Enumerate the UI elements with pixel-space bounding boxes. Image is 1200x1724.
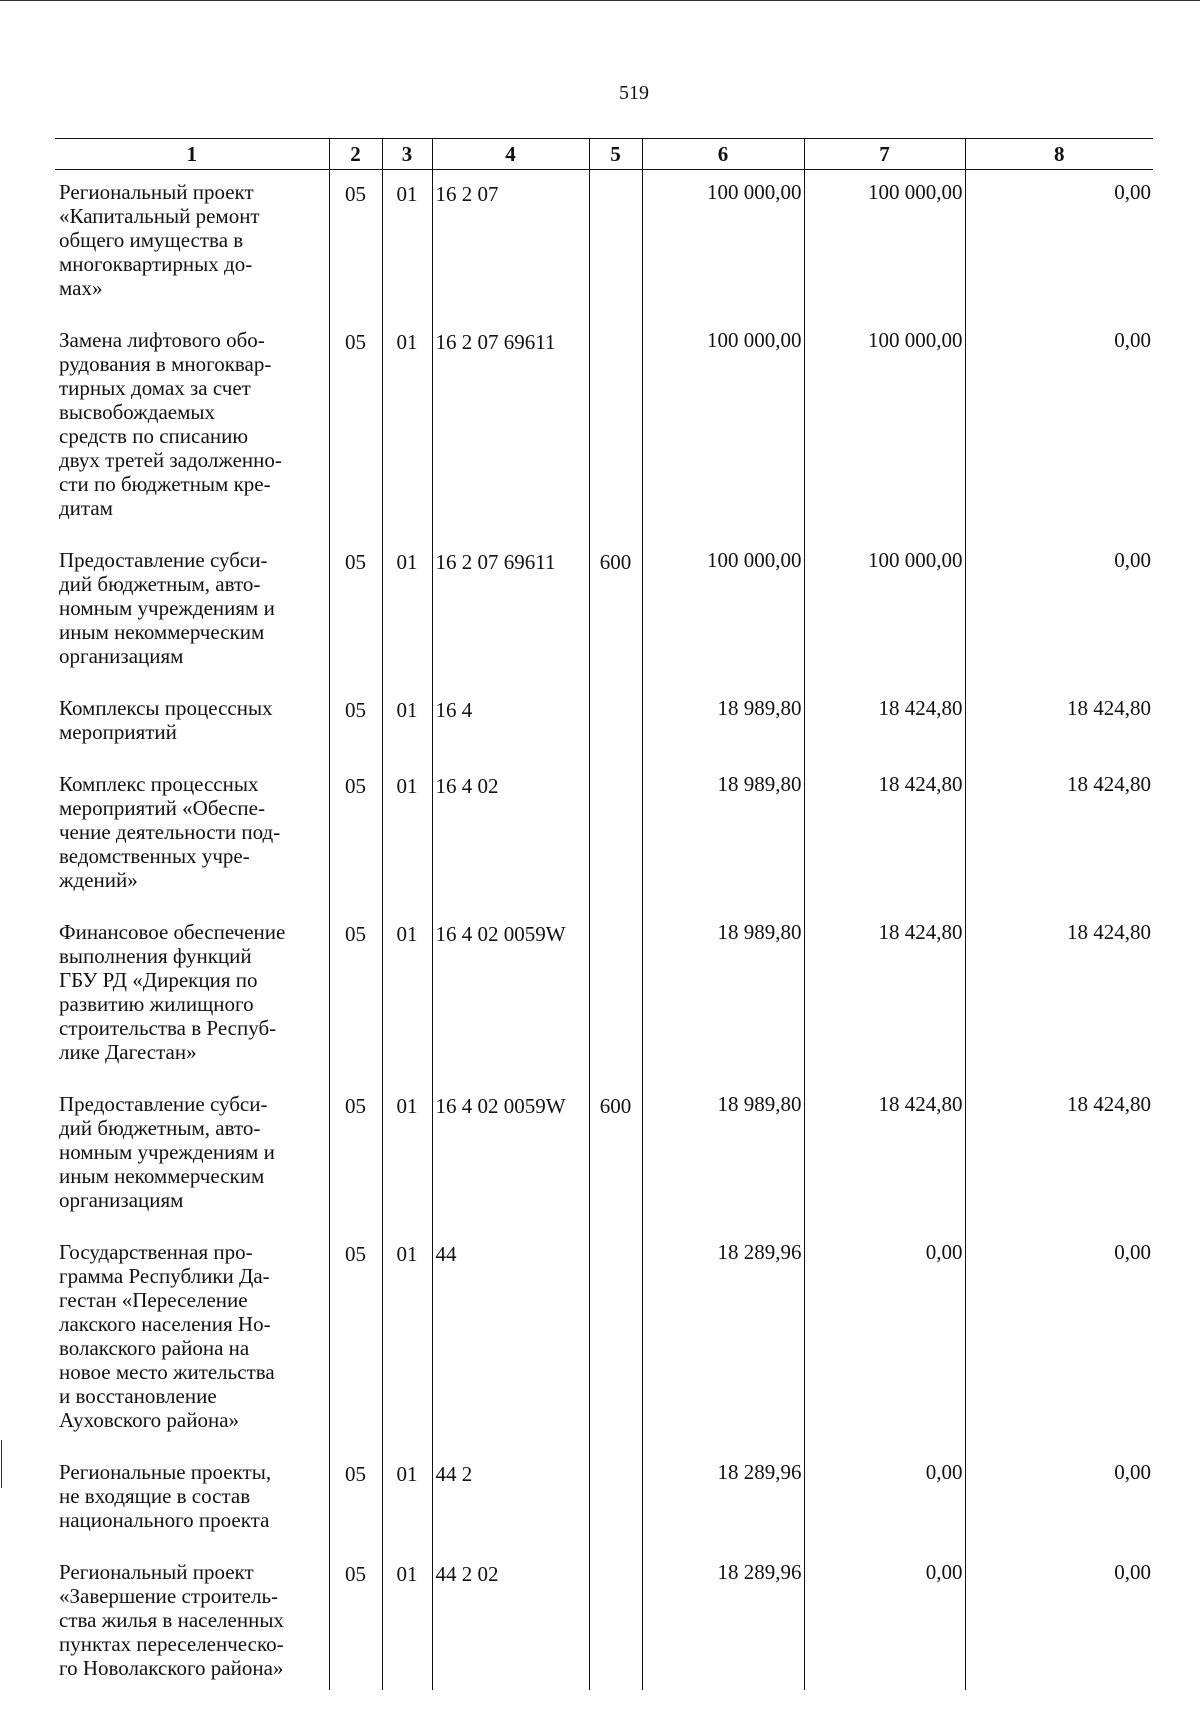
- cell-section: [329, 1550, 382, 1690]
- cell-amount-col6-text: 18 989,80: [717, 772, 802, 796]
- cell-amount-col8-text: 18 424,80: [1067, 772, 1151, 796]
- cell-subsection: [382, 538, 432, 686]
- cell-section-text: 05: [345, 1094, 366, 1118]
- cell-name-text: Государственная про- грамма Республики Да- гестан «Переселение лакского населения Но- волакского района на новое место жительства и восстановление Ауховского района»: [59, 1240, 275, 1432]
- cell-name: [55, 686, 329, 762]
- cell-subsection: [382, 1550, 432, 1690]
- cell-subsection-text: 01: [396, 1242, 418, 1266]
- cell-section: [329, 1450, 382, 1550]
- table-row: [55, 762, 1153, 910]
- cell-subsection-text: 01: [396, 1462, 418, 1486]
- cell-amount-col7: [804, 686, 965, 762]
- cell-expense-type: [589, 170, 642, 319]
- cell-name: [55, 762, 329, 910]
- cell-target-article: [432, 318, 589, 538]
- cell-subsection-text: 01: [396, 1562, 418, 1586]
- cell-section-text: 05: [345, 1462, 366, 1486]
- cell-expense-type: [589, 318, 642, 538]
- cell-name-text: Региональный проект «Капитальный ремонт общего имущества в многоквартирных до- мах»: [59, 180, 260, 300]
- cell-subsection-text: 01: [396, 922, 418, 946]
- cell-expense-type: [589, 1450, 642, 1550]
- cell-amount-col7: [804, 1550, 965, 1690]
- cell-name-text: Замена лифтового обо- рудования в многоквар- тирных домах за счет высвобождаемых средств по списанию двух третей задолженно- сти по бюджетным кре- дитам: [59, 328, 282, 520]
- cell-target-article: [432, 1230, 589, 1450]
- cell-amount-col6: [642, 1550, 804, 1690]
- cell-section: [329, 1230, 382, 1450]
- cell-name-text: Комплексы процессных мероприятий: [59, 696, 273, 744]
- cell-name-text: Предоставление субси- дий бюджетным, авто- номным учреждениям и иным некоммерческим организациям: [59, 548, 275, 668]
- cell-amount-col8: [965, 1450, 1153, 1550]
- cell-amount-col8: [965, 538, 1153, 686]
- cell-amount-col6: [642, 686, 804, 762]
- column-header: 8: [965, 139, 1153, 170]
- scan-mark: [0, 0, 1200, 1]
- table-row: [55, 170, 1153, 319]
- cell-amount-col6: [642, 1082, 804, 1230]
- cell-name: [55, 318, 329, 538]
- cell-expense-type: [589, 1550, 642, 1690]
- table-row: [55, 1082, 1153, 1230]
- column-header: 2: [329, 139, 382, 170]
- cell-section: [329, 762, 382, 910]
- cell-amount-col8: [965, 910, 1153, 1082]
- cell-amount-col6: [642, 538, 804, 686]
- cell-subsection: [382, 686, 432, 762]
- cell-section: [329, 318, 382, 538]
- cell-target-article: [432, 910, 589, 1082]
- cell-amount-col7: [804, 1082, 965, 1230]
- cell-amount-col7-text: 18 424,80: [878, 696, 963, 720]
- cell-subsection: [382, 762, 432, 910]
- cell-amount-col8-text: 0,00: [1114, 180, 1151, 204]
- cell-amount-col8-text: 0,00: [1114, 548, 1151, 572]
- cell-target-article: [432, 538, 589, 686]
- table-row: [55, 686, 1153, 762]
- cell-amount-col6-text: 18 289,96: [717, 1240, 802, 1264]
- cell-name: [55, 538, 329, 686]
- cell-subsection-text: 01: [396, 550, 418, 574]
- cell-amount-col6-text: 18 989,80: [717, 696, 802, 720]
- column-header: 5: [589, 139, 642, 170]
- cell-amount-col6-text: 18 989,80: [717, 1092, 802, 1116]
- scan-mark: [1, 1440, 2, 1488]
- cell-name: [55, 1082, 329, 1230]
- cell-subsection-text: 01: [396, 182, 418, 206]
- cell-amount-col8: [965, 1550, 1153, 1690]
- cell-section: [329, 1082, 382, 1230]
- cell-amount-col7-text: 18 424,80: [878, 920, 963, 944]
- cell-amount-col7: [804, 538, 965, 686]
- cell-section: [329, 686, 382, 762]
- table-row: [55, 1450, 1153, 1550]
- table-row: [55, 910, 1153, 1082]
- cell-name-text: Предоставление субси- дий бюджетным, авто- номным учреждениям и иным некоммерческим организациям: [59, 1092, 275, 1212]
- cell-amount-col7: [804, 170, 965, 319]
- cell-amount-col8: [965, 170, 1153, 319]
- cell-target-article-text: 16 4 02: [435, 774, 499, 798]
- cell-target-article-text: 16 2 07 69611: [435, 330, 556, 354]
- cell-section-text: 05: [345, 182, 366, 206]
- cell-amount-col6: [642, 1450, 804, 1550]
- cell-section-text: 05: [345, 698, 366, 722]
- cell-target-article-text: 16 4 02 0059W: [435, 1094, 566, 1118]
- cell-expense-type: [589, 762, 642, 910]
- cell-amount-col6: [642, 1230, 804, 1450]
- cell-target-article-text: 16 4 02 0059W: [435, 922, 566, 946]
- cell-amount-col7-text: 18 424,80: [878, 772, 963, 796]
- cell-expense-type-text: 600: [599, 1094, 632, 1118]
- cell-amount-col6-text: 100 000,00: [707, 328, 802, 352]
- cell-amount-col7-text: 18 424,80: [878, 1092, 963, 1116]
- cell-section: [329, 170, 382, 319]
- cell-target-article: [432, 686, 589, 762]
- cell-target-article-text: 44: [435, 1242, 457, 1266]
- cell-target-article: [432, 1450, 589, 1550]
- cell-amount-col6-text: 100 000,00: [707, 548, 802, 572]
- cell-section-text: 05: [345, 1242, 366, 1266]
- cell-name: [55, 1550, 329, 1690]
- cell-target-article: [432, 1082, 589, 1230]
- cell-subsection: [382, 1082, 432, 1230]
- cell-amount-col6: [642, 762, 804, 910]
- cell-section-text: 05: [345, 774, 366, 798]
- cell-amount-col7: [804, 762, 965, 910]
- budget-table: [55, 138, 1153, 1690]
- cell-amount-col8-text: 18 424,80: [1067, 1092, 1151, 1116]
- cell-subsection: [382, 318, 432, 538]
- cell-amount-col8-text: 0,00: [1114, 1560, 1151, 1584]
- cell-amount-col7-text: 100 000,00: [868, 328, 963, 352]
- cell-amount-col8: [965, 1082, 1153, 1230]
- cell-subsection-text: 01: [396, 330, 418, 354]
- cell-target-article: [432, 762, 589, 910]
- cell-target-article-text: 16 2 07 69611: [435, 550, 556, 574]
- cell-section-text: 05: [345, 1562, 366, 1586]
- cell-amount-col7: [804, 910, 965, 1082]
- cell-expense-type: [589, 538, 642, 686]
- cell-name-text: Региональные проекты, не входящие в состав национального проекта: [59, 1460, 272, 1532]
- cell-expense-type: [589, 910, 642, 1082]
- cell-section: [329, 910, 382, 1082]
- cell-name: [55, 910, 329, 1082]
- cell-amount-col8: [965, 686, 1153, 762]
- cell-amount-col7-text: 100 000,00: [868, 548, 963, 572]
- cell-amount-col8-text: 18 424,80: [1067, 920, 1151, 944]
- cell-target-article-text: 44 2: [435, 1462, 473, 1486]
- cell-name-text: Финансовое обеспечение выполнения функций ГБУ РД «Дирекция по развитию жилищного строительства в Респуб- лике Дагестан»: [59, 920, 286, 1064]
- cell-subsection-text: 01: [396, 1094, 418, 1118]
- cell-expense-type: [589, 1230, 642, 1450]
- column-header: 1: [55, 139, 329, 170]
- column-header: 6: [642, 139, 804, 170]
- table-row: [55, 1230, 1153, 1450]
- cell-amount-col7-text: 0,00: [925, 1560, 963, 1584]
- cell-section: [329, 538, 382, 686]
- cell-amount-col6-text: 18 289,96: [717, 1460, 802, 1484]
- cell-amount-col8-text: 0,00: [1114, 328, 1151, 352]
- cell-amount-col7-text: 0,00: [925, 1240, 963, 1264]
- cell-subsection: [382, 1450, 432, 1550]
- cell-subsection-text: 01: [396, 774, 418, 798]
- column-header: 3: [382, 139, 432, 170]
- cell-expense-type: [589, 1082, 642, 1230]
- cell-expense-type-text: 600: [599, 550, 632, 574]
- cell-amount-col8-text: 0,00: [1114, 1240, 1151, 1264]
- table-header-row: [55, 139, 1153, 170]
- cell-target-article: [432, 170, 589, 319]
- cell-amount-col7-text: 0,00: [925, 1460, 963, 1484]
- cell-section-text: 05: [345, 922, 366, 946]
- table-row: [55, 318, 1153, 538]
- cell-name: [55, 170, 329, 319]
- cell-amount-col7: [804, 318, 965, 538]
- cell-amount-col7: [804, 1450, 965, 1550]
- cell-amount-col6-text: 18 989,80: [717, 920, 802, 944]
- cell-target-article: [432, 1550, 589, 1690]
- cell-target-article-text: 16 4: [435, 698, 473, 722]
- cell-name-text: Комплекс процессных мероприятий «Обеспе- чение деятельности под- ведомственных учре- ждений»: [59, 772, 281, 892]
- column-header: 4: [432, 139, 589, 170]
- cell-expense-type: [589, 686, 642, 762]
- cell-amount-col8-text: 0,00: [1114, 1460, 1151, 1484]
- cell-amount-col8-text: 18 424,80: [1067, 696, 1151, 720]
- cell-amount-col6: [642, 910, 804, 1082]
- cell-target-article-text: 16 2 07: [435, 182, 499, 206]
- cell-amount-col8: [965, 1230, 1153, 1450]
- cell-target-article-text: 44 2 02: [435, 1562, 499, 1586]
- cell-amount-col8: [965, 318, 1153, 538]
- cell-amount-col8: [965, 762, 1153, 910]
- table-row: [55, 538, 1153, 686]
- cell-amount-col6-text: 18 289,96: [717, 1560, 802, 1584]
- cell-section-text: 05: [345, 550, 366, 574]
- cell-name: [55, 1230, 329, 1450]
- cell-subsection: [382, 170, 432, 319]
- table-row: [55, 1550, 1153, 1690]
- cell-amount-col6: [642, 318, 804, 538]
- cell-amount-col6: [642, 170, 804, 319]
- cell-amount-col7-text: 100 000,00: [868, 180, 963, 204]
- cell-name-text: Региональный проект «Завершение строитель- ства жилья в населенных пунктах переселенческо- го Новолакского района»: [59, 1560, 284, 1680]
- cell-amount-col6-text: 100 000,00: [707, 180, 802, 204]
- cell-subsection: [382, 1230, 432, 1450]
- page-number: 519: [619, 82, 649, 104]
- column-header: 7: [804, 139, 965, 170]
- cell-subsection: [382, 910, 432, 1082]
- cell-subsection-text: 01: [396, 698, 418, 722]
- cell-section-text: 05: [345, 330, 366, 354]
- cell-amount-col7: [804, 1230, 965, 1450]
- cell-name: [55, 1450, 329, 1550]
